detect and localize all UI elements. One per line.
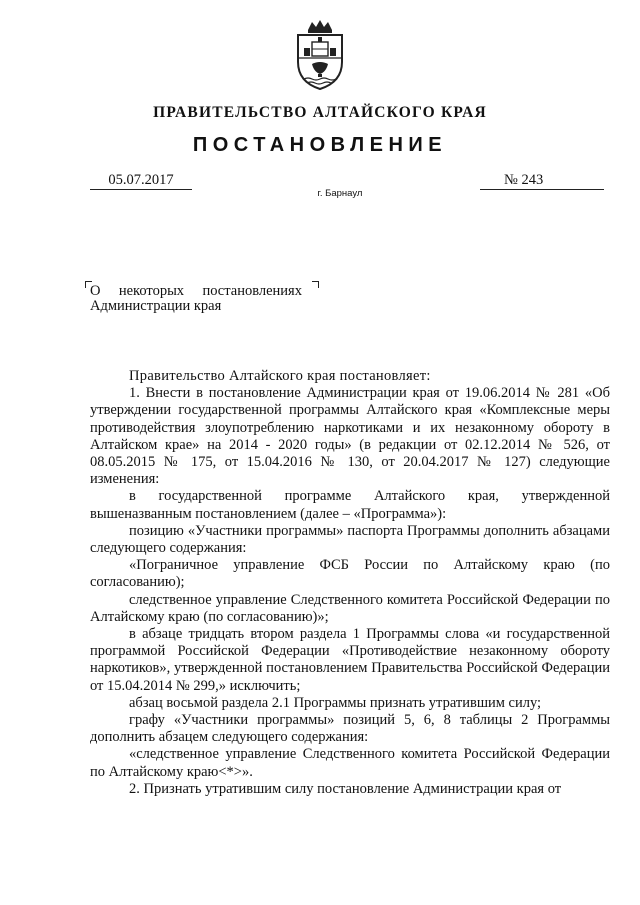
coat-of-arms-icon — [288, 18, 352, 92]
document-subject — [90, 284, 320, 314]
document-body — [90, 368, 610, 798]
document-type-title: ПОСТАНОВЛЕНИЕ — [192, 134, 448, 156]
document-date: 05.07.2017 — [90, 172, 192, 190]
subject-word: О — [90, 283, 101, 299]
body-paragraph: позицию «Участники программы» паспорта Программы дополнить абзацами следующего содержания: — [90, 522, 610, 557]
body-paragraph: 1. Внести в постановление Администрации края от 19.06.2014 № 281 «Об утверждении государственной программы Алтайского края «Комплексные меры противодействия злоупотреблению наркотиками и их незаконному обороту в Алтайском крае» на 2014 - 2020 годы» (в редакции от 02.12.2014 № 526, от 08.05.2015 № 175, от 15.04.2016 № 130, от 20.04.2017 № 127) следующие изменения: — [90, 385, 610, 488]
subject-line-1 — [90, 284, 302, 299]
body-paragraph: следственное управление Следственного комитета Российской Федерации по Алтайскому краю (по согласованию)»; — [90, 591, 610, 625]
subject-word: постановлениях — [202, 283, 302, 299]
subject-line-2: Администрации края — [90, 298, 222, 314]
body-paragraph: Правительство Алтайского края постановляет: — [129, 368, 431, 384]
city-label: г. Барнаул — [317, 188, 363, 199]
body-paragraph: в государственной программе Алтайского края, утвержденной вышеназванным постановлением (далее – «Программа»): — [90, 488, 610, 522]
subject-word: некоторых — [118, 283, 185, 299]
government-title: ПРАВИТЕЛЬСТВО АЛТАЙСКОГО КРАЯ — [153, 104, 487, 121]
body-paragraph: «следственное управление Следственного комитета Российской Федерации по Алтайскому краю<*>». — [90, 746, 610, 780]
body-paragraph: 2. Признать утратившим силу постановление Администрации края от — [129, 780, 562, 797]
body-paragraph: графу «Участники программы» позиций 5, 6, 8 таблицы 2 Программы дополнить абзацем следующего содержания: — [90, 712, 610, 746]
body-paragraph: абзац восьмой раздела 2.1 Программы признать утратившим силу; — [129, 694, 542, 711]
body-paragraph: «Пограничное управление ФСБ России по Алтайскому краю (по согласованию); — [90, 557, 610, 591]
document-number-value: № 243 — [504, 172, 544, 188]
body-paragraph: в абзаце тридцать втором раздела 1 Программы слова «и государственной программой Российской Федерации «Противодействие незаконному обороту наркотиков», утвержденной постановлением Правительства Российской Федерации от 15.04.2014 № 299,» исключить; — [90, 626, 610, 694]
